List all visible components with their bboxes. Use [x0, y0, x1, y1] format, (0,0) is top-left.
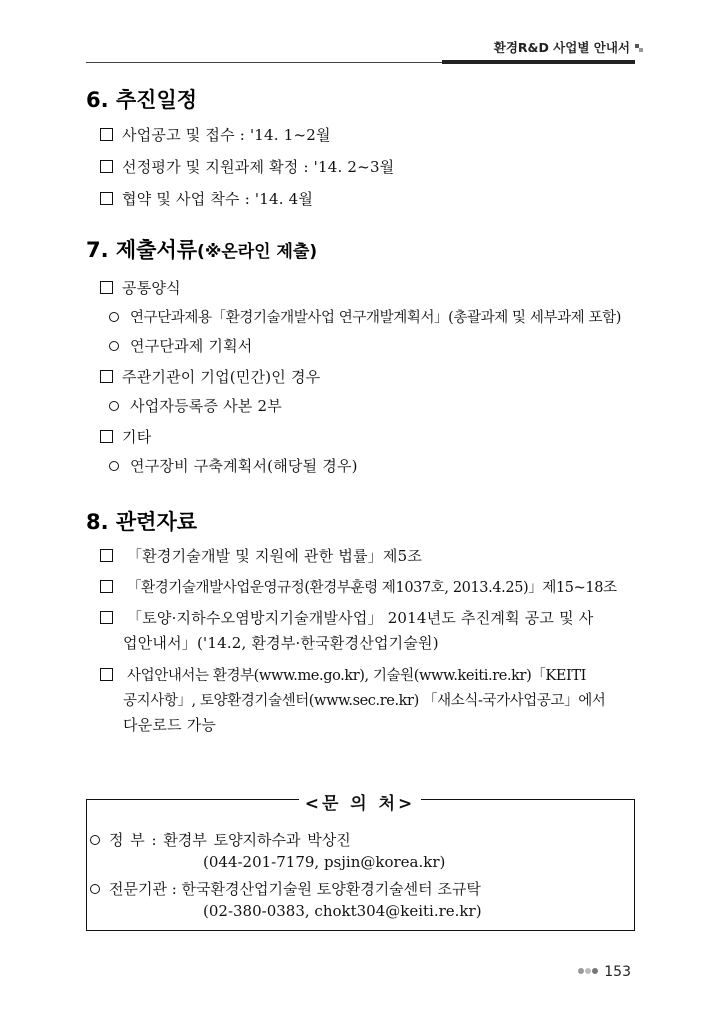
square-bullet-icon	[100, 611, 113, 624]
square-bullet-icon	[100, 668, 113, 681]
document-subitem: 연구단과제 기획서	[109, 335, 253, 356]
circle-bullet-icon	[109, 312, 119, 322]
circle-bullet-icon	[90, 884, 100, 894]
section-7-heading: 7. 제출서류(※온라인 제출)	[86, 238, 318, 262]
document-subitem: 연구단과제용「환경기술개발사업 연구개발계획서」(총괄과제 및 세부과제 포함)	[109, 306, 621, 327]
square-bullet-icon	[100, 370, 113, 383]
page-number: 153	[578, 962, 631, 980]
document-item: 공통양식	[100, 277, 181, 298]
square-bullet-icon	[100, 128, 113, 141]
document-subitem: 사업자등록증 사본 2부	[109, 395, 282, 416]
reference-item: 「환경기술개발사업운영규정(환경부훈령 제1037호, 2013.4.25)」제15~18조	[100, 576, 617, 597]
schedule-item: 협약 및 사업 착수 : '14. 4월	[100, 188, 313, 209]
reference-item-continued: 공지사항」, 토양환경기술센터(www.sec.re.kr) 「새소식-국가사업공고」에서	[123, 693, 606, 709]
reference-item-continued: 업안내서」('14.2, 환경부·한국환경산업기술원)	[123, 634, 439, 652]
section-6-heading: 6. 추진일정	[86, 88, 198, 112]
section-7-note: (※온라인 제출)	[197, 242, 318, 262]
dots-icon	[578, 962, 599, 978]
reference-item: 「토양·지하수오염방지기술개발사업」 2014년도 추진계획 공고 및 사	[100, 607, 593, 628]
document-item: 주관기관이 기업(민간)인 경우	[100, 366, 320, 387]
reference-item: 「환경기술개발 및 지원에 관한 법률」제5조	[100, 545, 422, 566]
square-bullet-icon	[100, 281, 113, 294]
circle-bullet-icon	[90, 835, 100, 845]
square-bullet-icon	[100, 549, 113, 562]
circle-bullet-icon	[109, 401, 119, 411]
schedule-item: 사업공고 및 접수 : '14. 1~2월	[100, 124, 331, 145]
contact-title: <문 의 처>	[0, 789, 720, 814]
circle-bullet-icon	[109, 461, 119, 471]
schedule-item: 선정평가 및 지원과제 확정 : '14. 2~3월	[100, 156, 394, 177]
reference-item-continued: 다운로드 가능	[123, 716, 217, 734]
circle-bullet-icon	[109, 341, 119, 351]
header-mark-icon	[635, 44, 643, 52]
square-bullet-icon	[100, 430, 113, 443]
contact-row-ministry: 정 부 : 환경부 토양지하수과 박상진	[90, 829, 351, 850]
contact-row-ministry-info: (044-201-7179, psjin@korea.kr)	[203, 853, 446, 871]
document-item: 기타	[100, 426, 151, 447]
contact-row-agency: 전문기관 : 한국환경산업기술원 토양환경기술센터 조규탁	[90, 878, 481, 899]
contact-row-agency-info: (02-380-0383, chokt304@keiti.re.kr)	[203, 902, 482, 920]
square-bullet-icon	[100, 192, 113, 205]
section-8-heading: 8. 관련자료	[86, 510, 198, 534]
document-subitem: 연구장비 구축계획서(해당될 경우)	[109, 455, 358, 476]
header-rule-accent	[442, 60, 635, 64]
square-bullet-icon	[100, 580, 113, 593]
reference-item: 사업안내서는 환경부(www.me.go.kr), 기술원(www.keiti.re.kr)「KEITI	[100, 664, 586, 685]
square-bullet-icon	[100, 160, 113, 173]
running-header: 환경R&D 사업별 안내서	[493, 40, 630, 55]
